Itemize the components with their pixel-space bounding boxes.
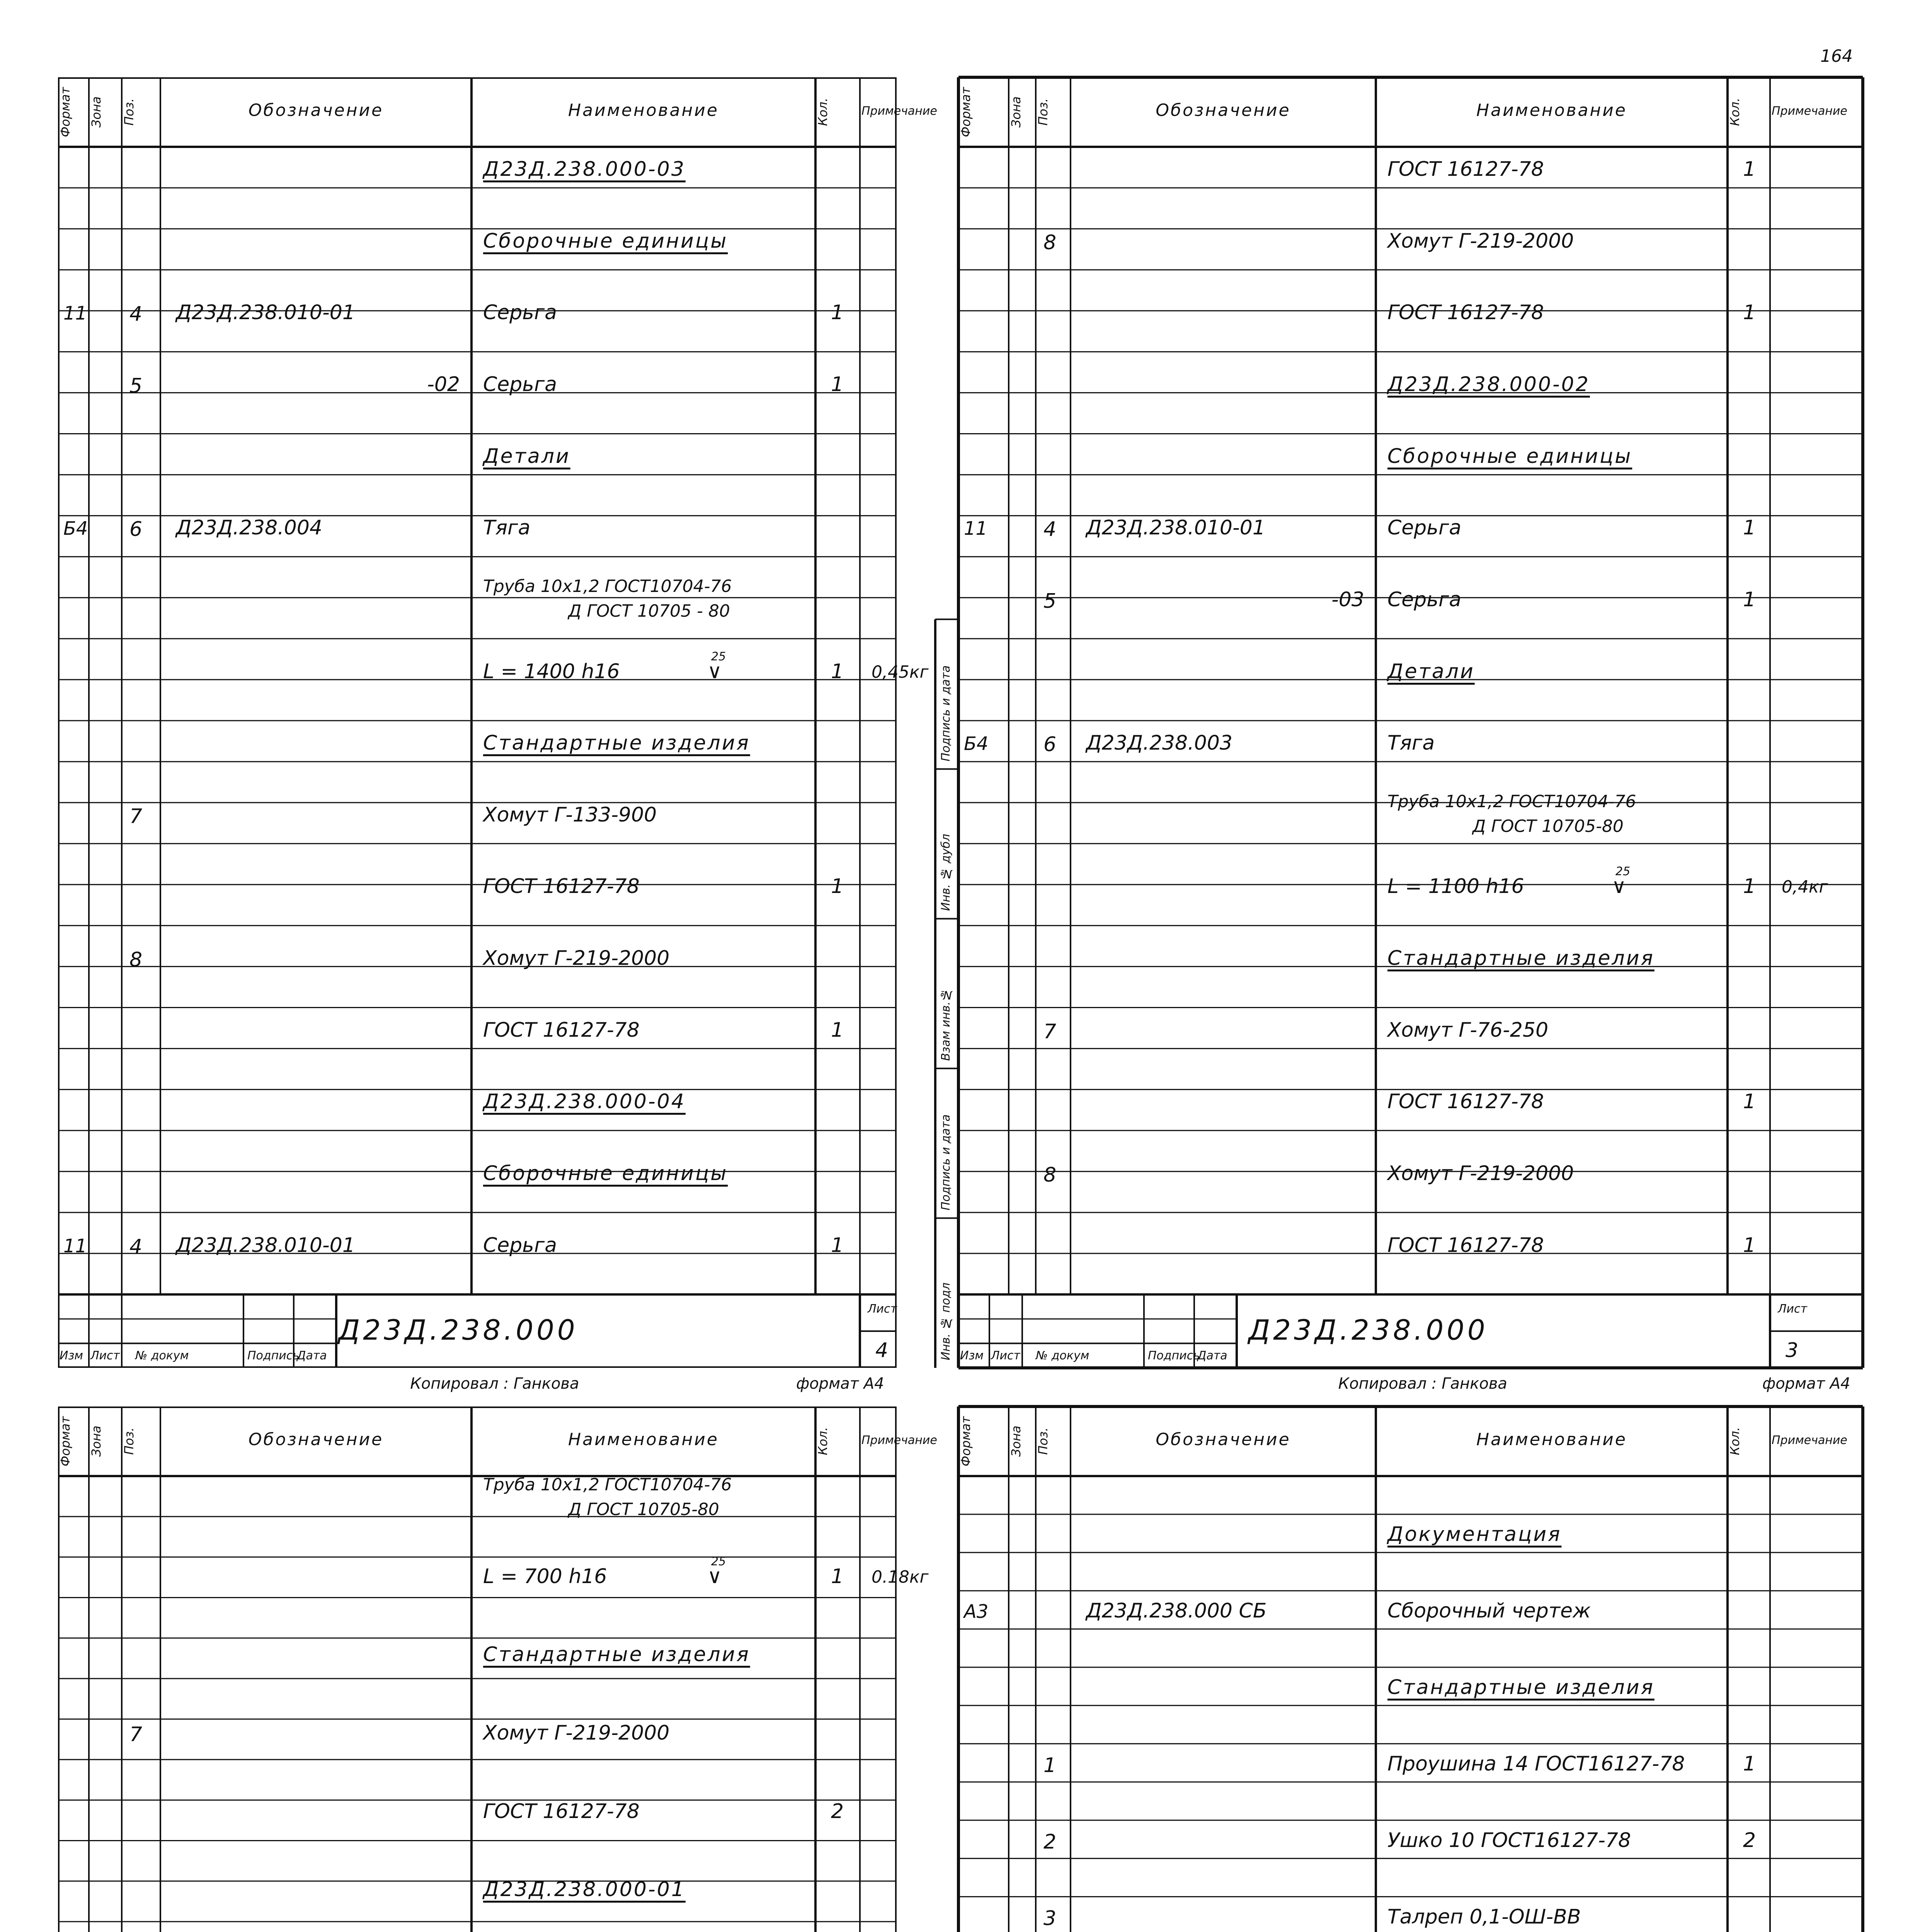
header-kol: Кол.	[815, 1427, 830, 1456]
sheet-sheet2	[58, 1406, 937, 1932]
name-cell: Талреп 0,1-ОШ-ВВ	[1387, 1905, 1581, 1929]
note-cell: 0,45кг	[871, 662, 929, 682]
format-cell: Б4	[964, 733, 989, 755]
header-naim: Наименование	[1476, 1430, 1627, 1449]
section-heading: Д23Д.238.000-01	[483, 1878, 686, 1901]
position-cell: 4	[1043, 518, 1057, 541]
name-cell: Труба 10х1,2 ГОСТ10704-76	[1387, 791, 1636, 811]
sheet-sheet4	[58, 77, 937, 1368]
stamp-label-podp: Подпись	[247, 1349, 300, 1362]
name-cell: ГОСТ 16127-78	[483, 875, 640, 898]
name-cell: Серьга	[483, 373, 557, 396]
quantity-cell: 1	[831, 1233, 844, 1257]
side-label: Подпись и дата	[939, 1114, 953, 1211]
name-cell: ГОСТ 16127-78	[483, 1018, 640, 1042]
position-cell: 7	[129, 1723, 143, 1747]
designation-cell: Д23Д.238.004	[176, 516, 322, 540]
name-cell: Тяга	[1387, 731, 1435, 755]
name-cell: Хомут Г-133-900	[483, 803, 657, 827]
designation-cell: Д23Д.238.000 СБ	[1086, 1599, 1267, 1623]
name-cell: Хомут Г-76-250	[1387, 1018, 1549, 1042]
stamp-label-izm: Изм	[60, 1349, 83, 1362]
name-cell: Труба 10х1,2 ГОСТ10704-76	[483, 576, 732, 596]
header-format: Формат	[58, 87, 73, 137]
name-cell: ГОСТ 16127-78	[1387, 1090, 1544, 1114]
name-cell: Хомут Г-219-2000	[1387, 229, 1574, 253]
position-cell: 8	[1043, 1163, 1057, 1187]
copied-by: Копировал : Ганкова	[410, 1375, 579, 1393]
position-cell: 8	[129, 948, 143, 972]
quantity-cell: 2	[1743, 1828, 1756, 1852]
position-cell: 5	[1043, 589, 1057, 613]
quantity-cell: 1	[1743, 875, 1756, 898]
designation-cell: Д23Д.238.003	[1086, 731, 1232, 755]
quantity-cell: 1	[831, 301, 844, 325]
page-number: 3	[1786, 1339, 1799, 1362]
quantity-cell: 1	[1743, 1233, 1756, 1257]
position-cell: 4	[129, 1235, 143, 1259]
name-cell: Сборочный чертеж	[1387, 1599, 1591, 1623]
stamp-label-list: Лист	[90, 1349, 120, 1362]
name-cell: Хомут Г-219-2000	[483, 1721, 670, 1745]
quantity-cell: 1	[831, 1018, 844, 1042]
position-cell: 1	[1043, 1753, 1057, 1777]
header-pos: Поз.	[1036, 98, 1050, 126]
section-heading: Сборочные единицы	[483, 1162, 728, 1185]
name-cell: Труба 10х1,2 ГОСТ10704-76	[483, 1475, 732, 1495]
name-subline: Д ГОСТ 10705-80	[1472, 816, 1624, 836]
name-cell: L = 700 h16	[483, 1565, 607, 1588]
designation-cell: -03	[1331, 588, 1364, 611]
format-label: формат А4	[1762, 1375, 1850, 1393]
corner-number: 164	[1820, 46, 1853, 66]
section-heading: Документация	[1387, 1523, 1562, 1546]
quantity-cell: 2	[831, 1799, 844, 1823]
header-prim: Примечание	[861, 104, 937, 118]
section-heading: Д23Д.238.000-04	[483, 1090, 686, 1114]
header-oboz: Обозначение	[248, 1430, 384, 1449]
position-cell: 2	[1043, 1830, 1057, 1854]
header-pos: Поз.	[122, 1427, 136, 1455]
section-heading: Сборочные единицы	[1387, 444, 1632, 468]
header-zone: Зона	[1009, 1425, 1023, 1457]
name-cell: Проушина 14 ГОСТ16127-78	[1387, 1752, 1685, 1776]
roughness-mark: 25	[1615, 865, 1631, 879]
header-kol: Кол.	[815, 98, 830, 126]
section-heading: Стандартные изделия	[483, 731, 750, 755]
header-naim: Наименование	[568, 1430, 719, 1449]
quantity-cell: 1	[831, 660, 844, 683]
position-cell: 6	[129, 518, 143, 541]
quantity-cell: 1	[1743, 158, 1756, 181]
section-heading: Стандартные изделия	[1387, 1675, 1654, 1699]
header-pos: Поз.	[1036, 1427, 1050, 1455]
format-cell: А3	[964, 1601, 989, 1623]
side-label: Инв. № подл	[939, 1282, 953, 1360]
designation-cell: Д23Д.238.010-01	[1086, 516, 1265, 540]
document-code: Д23Д.238.000	[1248, 1314, 1488, 1346]
roughness-symbol: ∨	[707, 1565, 722, 1588]
list-label: Лист	[1778, 1302, 1808, 1316]
section-heading: Д23Д.238.000-02	[1387, 373, 1590, 396]
format-cell: Б4	[63, 518, 88, 540]
section-heading: Детали	[1387, 660, 1475, 683]
name-subline: Д ГОСТ 10705 - 80	[568, 601, 730, 621]
copied-by: Копировал : Ганкова	[1338, 1375, 1507, 1393]
header-pos: Поз.	[122, 98, 136, 126]
header-naim: Наименование	[1476, 100, 1627, 120]
name-cell: ГОСТ 16127-78	[1387, 158, 1544, 181]
designation-cell: Д23Д.238.010-01	[176, 1233, 355, 1257]
header-prim: Примечание	[861, 1434, 937, 1447]
list-label: Лист	[868, 1302, 897, 1316]
sheet-sheet1	[958, 1406, 1863, 1932]
page-number: 4	[875, 1339, 889, 1362]
stamp-label-data: Дата	[1197, 1349, 1227, 1362]
quantity-cell: 1	[1743, 516, 1756, 540]
header-naim: Наименование	[568, 100, 719, 120]
header-prim: Примечание	[1772, 1434, 1847, 1447]
header-kol: Кол.	[1728, 98, 1742, 126]
name-cell: ГОСТ 16127-78	[483, 1799, 640, 1823]
roughness-symbol: ∨	[707, 660, 722, 683]
name-cell: ГОСТ 16127-78	[1387, 1233, 1544, 1257]
section-heading: Детали	[483, 444, 570, 468]
header-format: Формат	[58, 1416, 73, 1466]
side-label: Подпись и дата	[939, 665, 953, 762]
header-format: Формат	[958, 1416, 973, 1466]
quantity-cell: 1	[1743, 1752, 1756, 1776]
format-cell: 11	[964, 518, 988, 540]
name-cell: Серьга	[483, 1233, 557, 1257]
header-oboz: Обозначение	[248, 100, 384, 120]
note-cell: 0.18кг	[871, 1567, 929, 1587]
name-cell: ГОСТ 16127-78	[1387, 301, 1544, 325]
roughness-symbol: ∨	[1612, 875, 1627, 898]
position-cell: 7	[129, 804, 143, 828]
quantity-cell: 1	[831, 373, 844, 396]
roughness-mark: 25	[711, 650, 726, 663]
name-cell: L = 1100 h16	[1387, 875, 1524, 898]
name-cell: Хомут Г-219-2000	[1387, 1162, 1574, 1185]
position-cell: 3	[1043, 1906, 1057, 1930]
sheet-sheet3	[939, 77, 1863, 1368]
side-label: Взам инв.№	[939, 988, 953, 1061]
header-oboz: Обозначение	[1156, 100, 1291, 120]
sheet-grid	[58, 77, 897, 1368]
name-subline: Д ГОСТ 10705-80	[568, 1500, 719, 1520]
header-prim: Примечание	[1772, 104, 1847, 118]
name-cell: Тяга	[483, 516, 531, 540]
section-heading: Д23Д.238.000-03	[483, 158, 686, 181]
quantity-cell: 1	[1743, 1090, 1756, 1114]
format-cell: 11	[63, 1235, 87, 1257]
designation-cell: -02	[427, 373, 460, 396]
stamp-label-podp: Подпись	[1148, 1349, 1200, 1362]
quantity-cell: 1	[1743, 301, 1756, 325]
header-zone: Зона	[89, 96, 104, 128]
position-cell: 5	[129, 374, 143, 398]
name-cell: Ушко 10 ГОСТ16127-78	[1387, 1828, 1631, 1852]
stamp-label-ndoc: № докум	[1036, 1349, 1089, 1362]
name-cell: Серьга	[1387, 516, 1462, 540]
sheet-grid	[958, 1406, 1863, 1932]
note-cell: 0,4кг	[1782, 877, 1828, 897]
position-cell: 4	[129, 303, 143, 326]
header-zone: Зона	[89, 1425, 104, 1457]
header-oboz: Обозначение	[1156, 1430, 1291, 1449]
position-cell: 8	[1043, 231, 1057, 254]
stamp-label-data: Дата	[297, 1349, 327, 1362]
header-format: Формат	[958, 87, 973, 137]
section-heading: Стандартные изделия	[1387, 947, 1654, 970]
roughness-mark: 25	[711, 1554, 726, 1568]
quantity-cell: 1	[831, 875, 844, 898]
format-label: формат А4	[796, 1375, 884, 1393]
document-code: Д23Д.238.000	[338, 1314, 578, 1346]
position-cell: 7	[1043, 1020, 1057, 1043]
name-cell: Серьга	[1387, 588, 1462, 611]
position-cell: 6	[1043, 733, 1057, 757]
quantity-cell: 1	[1743, 588, 1756, 611]
header-zone: Зона	[1009, 96, 1023, 128]
designation-cell: Д23Д.238.010-01	[176, 301, 355, 325]
section-heading: Сборочные единицы	[483, 229, 728, 253]
format-cell: 11	[63, 303, 87, 325]
side-label: Инв. № дубл	[939, 834, 953, 911]
stamp-label-list: Лист	[991, 1349, 1021, 1362]
section-heading: Стандартные изделия	[483, 1643, 750, 1667]
header-kol: Кол.	[1728, 1427, 1742, 1456]
sheet-grid	[58, 1406, 897, 1932]
name-cell: Серьга	[483, 301, 557, 325]
stamp-label-ndoc: № докум	[135, 1349, 189, 1362]
quantity-cell: 1	[831, 1565, 844, 1588]
name-cell: L = 1400 h16	[483, 660, 620, 683]
name-cell: Хомут Г-219-2000	[483, 947, 670, 970]
stamp-label-izm: Изм	[960, 1349, 984, 1362]
